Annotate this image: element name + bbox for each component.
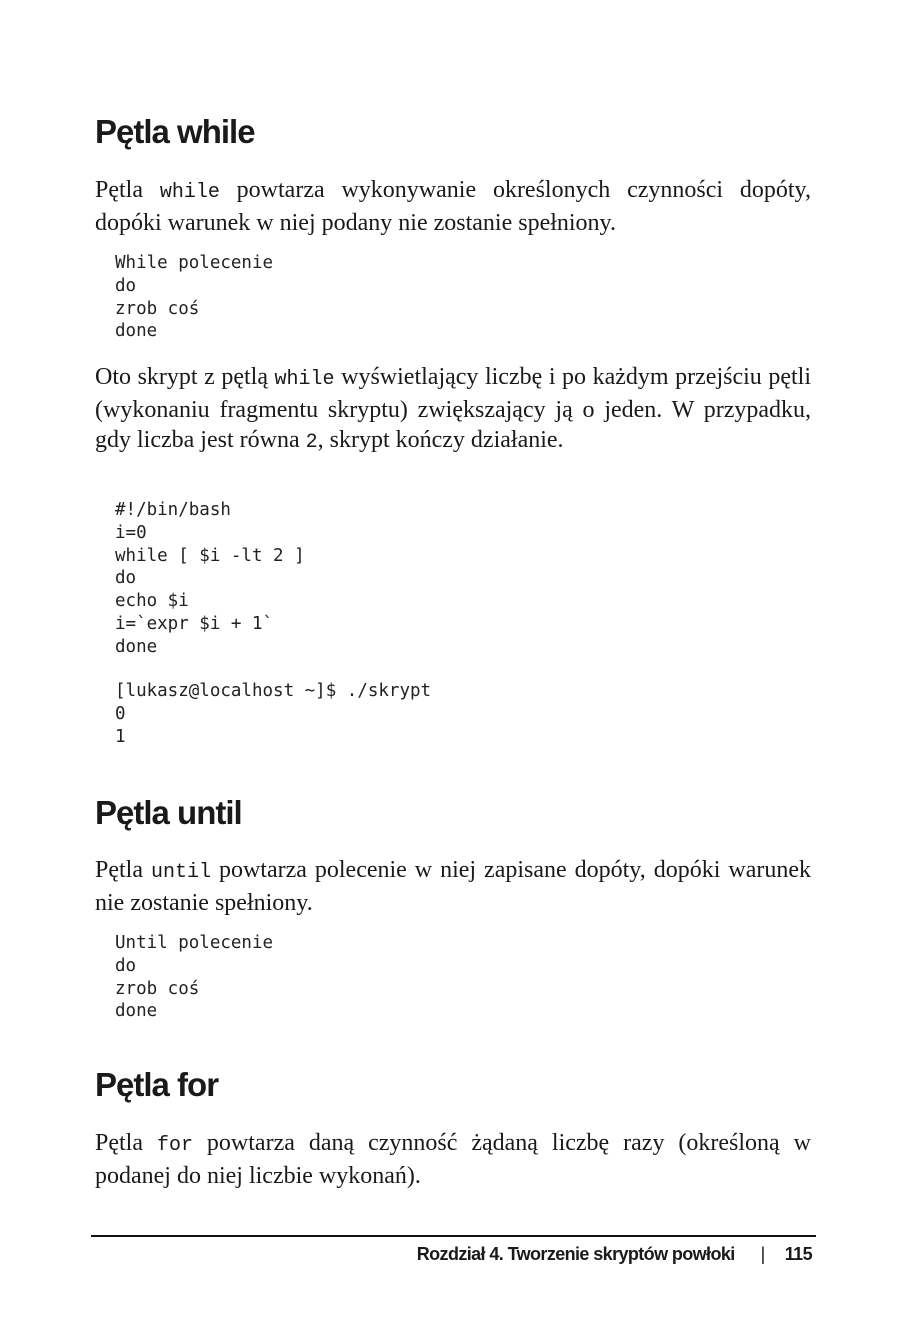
text: , skrypt kończy działanie. (317, 427, 564, 453)
page-footer (417, 1244, 812, 1265)
paragraph-for-intro (95, 1128, 811, 1191)
text: Pętla (95, 1130, 157, 1156)
footer-rule (91, 1235, 816, 1237)
heading-while: Pętla while (95, 113, 255, 150)
footer-separator: | (760, 1244, 765, 1264)
paragraph-while-desc (95, 362, 811, 458)
inline-code: until (150, 861, 211, 884)
text: Pętla (95, 857, 151, 883)
paragraph-while-intro (95, 175, 811, 238)
code-block-while-syntax: While polecenie do zrob coś done (115, 253, 274, 342)
footer-chapter-title: Rozdział 4. Tworzenie skryptów powłoki (416, 1244, 735, 1264)
heading-until: Pętla until (95, 794, 242, 831)
paragraph-until-intro (95, 855, 811, 918)
code-block-while-output: [lukasz@localhost ~]$ ./skrypt 0 1 (115, 681, 432, 747)
inline-code: while (159, 181, 220, 204)
page-number: 115 (784, 1244, 812, 1264)
text: powtarza daną czynność żądaną liczbę razy (określoną w podanej do niej liczbie wykonań). (95, 1130, 811, 1189)
text: Oto skrypt z pętlą (95, 364, 275, 390)
inline-code: 2 (305, 431, 318, 454)
text: Pętla (95, 177, 160, 203)
inline-code: while (274, 368, 335, 391)
text: powtarza wykonywanie określonych czynności dopóty, dopóki warunek w niej podany nie zostanie spełniony. (95, 177, 811, 236)
heading-for: Pętla for (95, 1066, 219, 1103)
text: powtarza polecenie w niej zapisane dopóty, dopóki warunek nie zostanie spełniony. (95, 857, 811, 916)
code-block-while-script: #!/bin/bash i=0 while [ $i -lt 2 ] do echo $i i=`expr $i + 1` done (115, 500, 305, 657)
code-block-until-syntax: Until polecenie do zrob coś done (115, 933, 274, 1022)
text: wyświetlający liczbę i po każdym przejściu pętli (wykonaniu fragmentu skryptu) zwiększający ją o jeden. W przypadku, gdy liczba jest równa (95, 364, 811, 453)
inline-code: for (156, 1134, 193, 1157)
